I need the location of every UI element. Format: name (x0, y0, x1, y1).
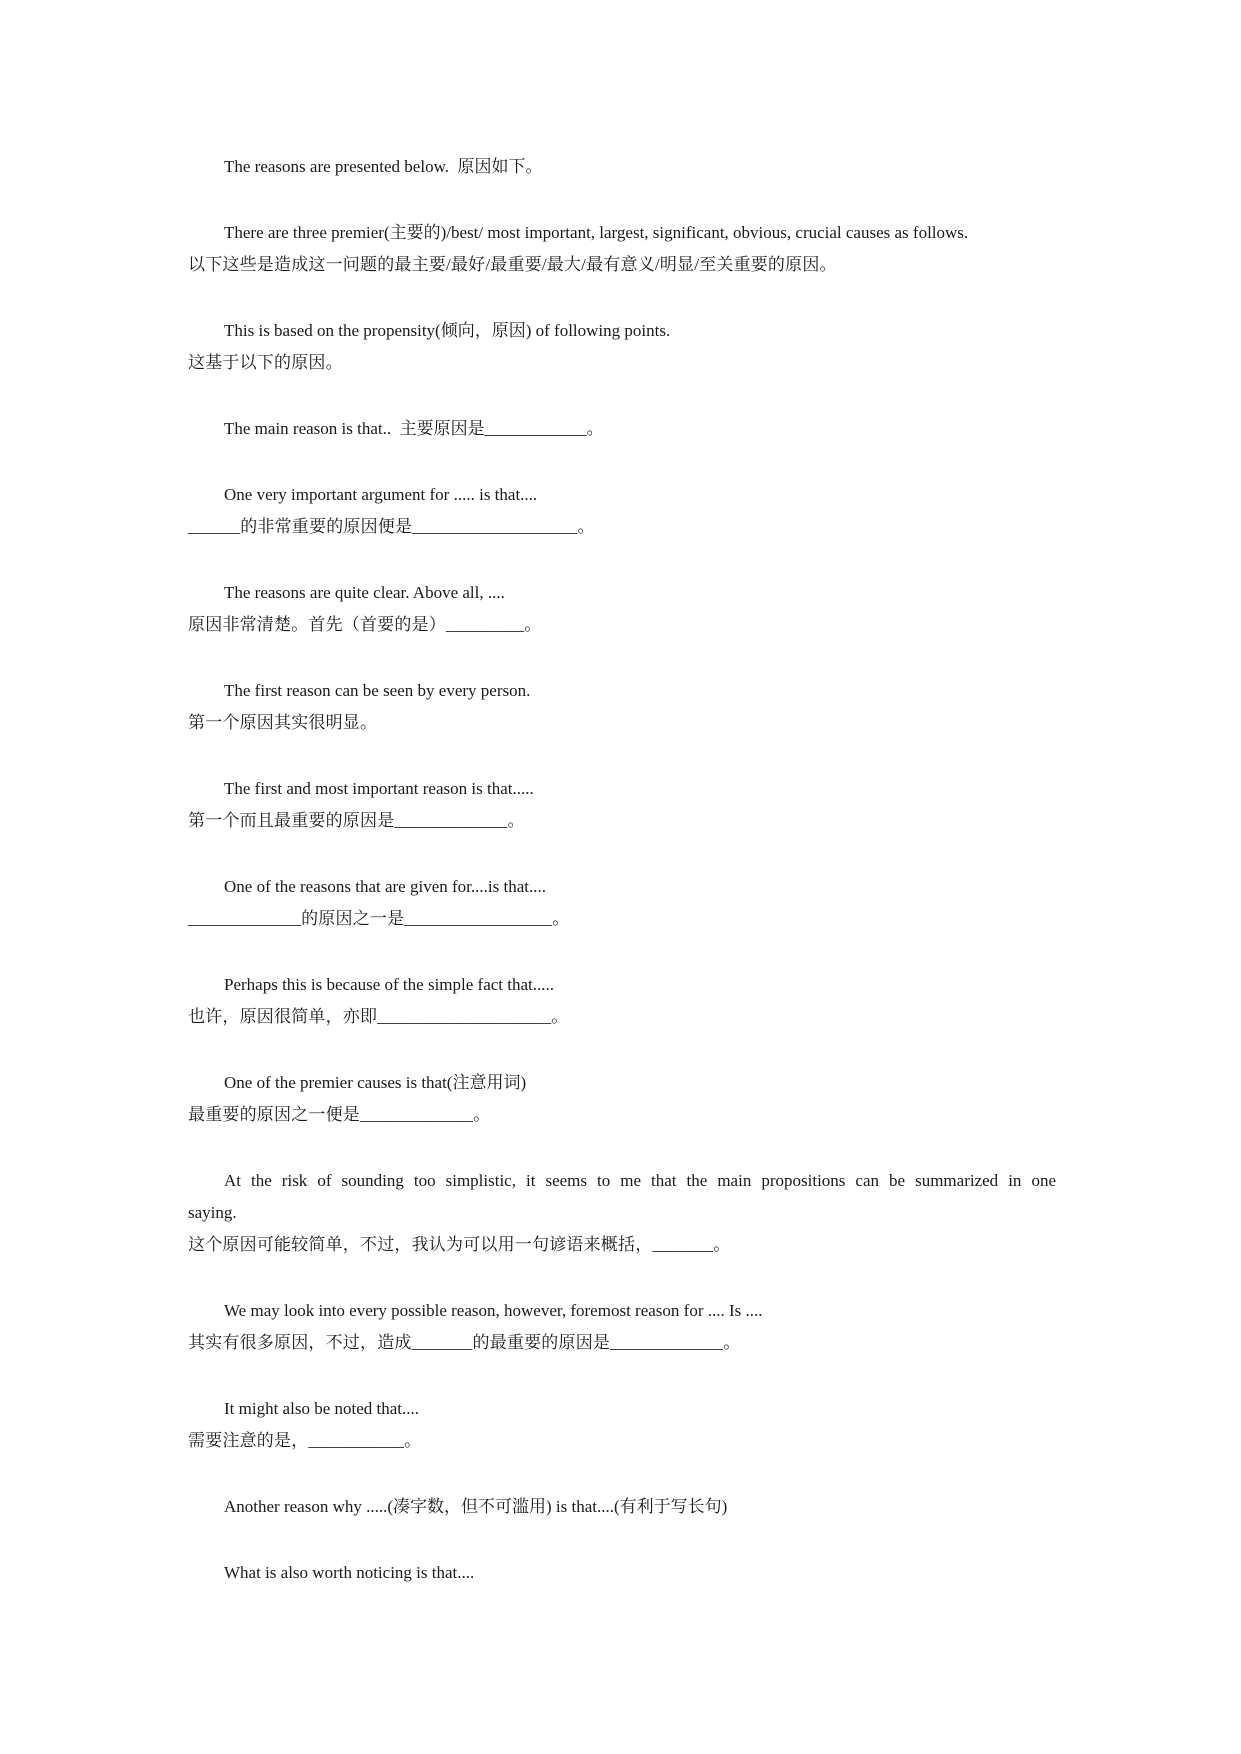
phrase-english: One of the premier causes is that(注意用词) (224, 1073, 527, 1092)
phrase-english: The first reason can be seen by every person. (224, 681, 531, 700)
phrase-entry-6 (188, 577, 1056, 641)
phrase-english: What is also worth noticing is that.... (224, 1563, 475, 1582)
phrase-chinese: _____________的原因之一是_________________。 (188, 909, 570, 928)
phrase-english: The main reason is that.. 主要原因是____________。 (224, 419, 604, 438)
phrase-entry-4 (188, 413, 1056, 445)
phrase-entry-5 (188, 479, 1056, 543)
phrase-entry-11 (188, 1067, 1056, 1131)
phrase-english: This is based on the propensity(倾向，原因) of following points. (224, 321, 671, 340)
phrase-chinese: ______的非常重要的原因便是___________________。 (188, 517, 595, 536)
phrase-chinese: 原因非常清楚。首先（首要的是）_________。 (188, 615, 542, 634)
phrase-entry-10 (188, 969, 1056, 1033)
phrase-chinese: 最重要的原因之一便是_____________。 (188, 1105, 491, 1124)
phrase-english: Another reason why .....(凑字数，但不可滥用) is that....(有利于写长句) (224, 1497, 728, 1516)
phrase-english: One very important argument for ..... is that.... (224, 485, 538, 504)
phrase-english: The reasons are quite clear. Above all, .... (224, 583, 505, 602)
phrase-english: Perhaps this is because of the simple fact that..... (224, 975, 554, 994)
phrase-chinese: 这个原因可能较简单，不过，我认为可以用一句谚语来概括，_______。 (188, 1235, 731, 1254)
phrase-english: The reasons are presented below. 原因如下。 (224, 157, 543, 176)
phrase-chinese: 需要注意的是，___________。 (188, 1431, 422, 1450)
phrase-entry-12 (188, 1165, 1056, 1261)
phrase-english: There are three premier(主要的)/best/ most important, largest, significant, obvious, crucial causes as follows. (224, 223, 969, 242)
phrase-chinese: 第一个而且最重要的原因是_____________。 (188, 811, 525, 830)
phrase-chinese: 其实有很多原因，不过，造成_______的最重要的原因是_____________。 (188, 1333, 741, 1352)
phrase-entry-7 (188, 675, 1056, 739)
phrase-english-continued: saying. (188, 1203, 237, 1222)
phrase-english: It might also be noted that.... (224, 1399, 419, 1418)
phrase-entry-3 (188, 315, 1056, 379)
phrase-chinese: 这基于以下的原因。 (188, 353, 343, 372)
phrase-entry-1 (188, 151, 1056, 183)
phrase-chinese: 第一个原因其实很明显。 (188, 713, 378, 732)
phrase-entry-13 (188, 1295, 1056, 1359)
phrase-entry-2 (188, 217, 1056, 281)
phrase-entry-15 (188, 1491, 1056, 1523)
phrase-english: The first and most important reason is that..... (224, 779, 534, 798)
phrase-entry-9 (188, 871, 1056, 935)
phrase-english: At the risk of sounding too simplistic, it seems to me that the main propositions can be summarized in one (224, 1171, 1056, 1190)
phrase-english: We may look into every possible reason, however, foremost reason for .... Is .... (224, 1301, 763, 1320)
phrase-entry-14 (188, 1393, 1056, 1457)
phrase-chinese: 以下这些是造成这一问题的最主要/最好/最重要/最大/最有意义/明显/至关重要的原因。 (188, 255, 837, 274)
phrase-entry-16 (188, 1557, 1056, 1589)
phrase-chinese: 也许，原因很简单，亦即____________________。 (188, 1007, 569, 1026)
phrase-entry-8 (188, 773, 1056, 837)
document-body (188, 151, 1056, 1623)
phrase-english: One of the reasons that are given for....is that.... (224, 877, 546, 896)
